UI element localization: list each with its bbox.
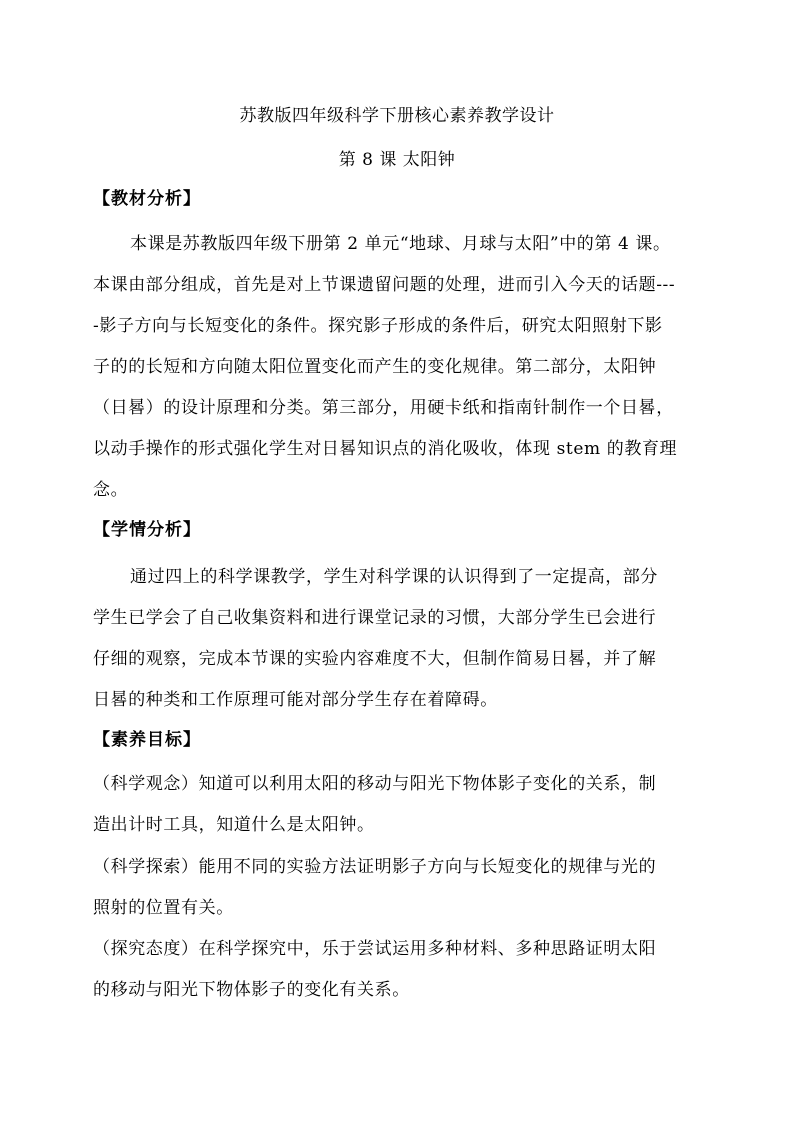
paragraph-line: 通过四上的科学课教学，学生对科学课的认识得到了一定提高，部分 [130, 567, 658, 587]
paragraph-line: -影子方向与长短变化的条件。探究影子形成的条件后，研究太阳照射下影 [93, 316, 663, 336]
section-heading-student-analysis: 【学情分析】 [93, 520, 201, 540]
paragraph-line: （探究态度）在科学探究中，乐于尝试运用多种材料、多种思路证明太阳 [93, 939, 657, 959]
paragraph-line: 本课由部分组成，首先是对上节课遗留问题的处理，进而引入今天的话题--- [93, 275, 676, 295]
section-heading-textbook-analysis: 【教材分析】 [93, 189, 201, 209]
paragraph-line: 照射的位置有关。 [93, 898, 234, 918]
paragraph-line: 仔细的观察，完成本节课的实验内容难度不大，但制作简易日晷，并了解 [93, 649, 657, 669]
paragraph-line: 造出计时工具，知道什么是太阳钟。 [93, 815, 375, 835]
paragraph-line: （日晷）的设计原理和分类。第三部分，用硬卡纸和指南针制作一个日晷， [93, 398, 674, 418]
paragraph-line: 日晷的种类和工作原理可能对部分学生存在着障碍。 [93, 690, 498, 710]
paragraph-line: （科学探索）能用不同的实验方法证明影子方向与长短变化的规律与光的 [93, 857, 657, 877]
section-heading-literacy-goals: 【素养目标】 [93, 730, 201, 750]
paragraph-line: 子的的长短和方向随太阳位置变化而产生的变化规律。第二部分，太阳钟 [93, 357, 657, 377]
paragraph-line: 的移动与阳光下物体影子的变化有关系。 [93, 980, 410, 1000]
paragraph-line: 念。 [93, 480, 129, 500]
paragraph-line: 学生已学会了自己收集资料和进行课堂记录的习惯，大部分学生已会进行 [93, 608, 657, 628]
paragraph-line: （科学观念）知道可以利用太阳的移动与阳光下物体影子变化的关系，制 [93, 774, 657, 794]
lesson-title: 第 8 课 太阳钟 [338, 150, 456, 170]
paragraph-line: 以动手操作的形式强化学生对日晷知识点的消化吸收，体现 stem 的教育理 [93, 439, 678, 459]
paragraph-line: 本课是苏教版四年级下册第 2 单元“地球、月球与太阳”中的第 4 课。 [130, 234, 671, 254]
document-title: 苏教版四年级科学下册核心素养教学设计 [239, 106, 555, 126]
